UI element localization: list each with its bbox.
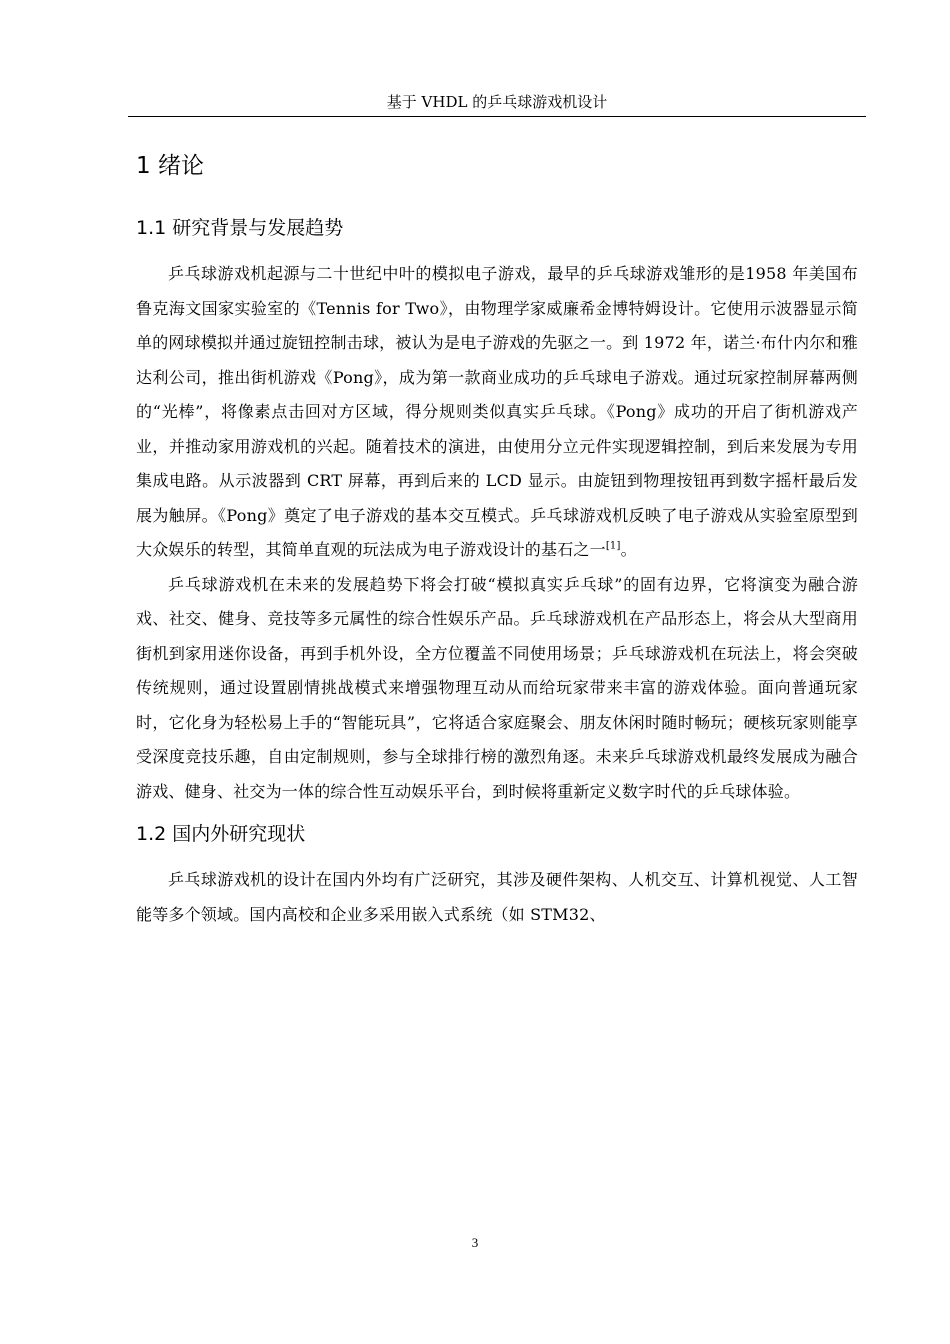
- document-body: [136, 128, 858, 932]
- section-title-1-2: 1.2 国内外研究现状: [136, 823, 306, 845]
- paragraph-research-status: 乒乓球游戏机的设计在国内外均有广泛研究，其涉及硬件架构、人机交互、计算机视觉、人工智能等多个领域。国内高校和企业多采用嵌入式系统（如 STM32、: [136, 870, 858, 924]
- section-title-1-1: 1.1 研究背景与发展趋势: [136, 217, 344, 239]
- paragraph-background: 乒乓球游戏机起源与二十世纪中叶的模拟电子游戏，最早的乒乓球游戏雏形的是1958 年美国布鲁克海文国家实验室的《Tennis for Two》，由物理学家威廉希金博特姆设计。它使用示波器显示简单的网球模拟并通过旋钮控制击球，被认为是电子游戏的先驱之一。到 1972 年，诺兰·布什内尔和雅达利公司，推出街机游戏《Pong》，成为第一款商业成功的乒乓球电子游戏。通过玩家控制屏幕两侧的“光棒”，将像素点击回对方区域，得分规则类似真实乒乓球。《Pong》成功的开启了街机游戏产业，并推动家用游戏机的兴起。随着技术的演进，由使用分立元件实现逻辑控制，到后来发展为专用集成电路。从示波器到 CRT 屏幕，再到后来的 LCD 显示。由旋钮到物理按钮再到数字摇杆最后发展为触屏。《Pong》奠定了电子游戏的基本交互模式。乒乓球游戏机反映了电子游戏从实验室原型到大众娱乐的转型，其简单直观的玩法成为电子游戏设计的基石之一[1]。: [136, 264, 858, 559]
- page-number: 3: [471, 1235, 479, 1250]
- citation-marker: [1]: [605, 540, 621, 552]
- page-header: 基于 VHDL 的乒乓球游戏机设计: [128, 88, 866, 117]
- chapter-title: 1 绪论: [136, 153, 204, 179]
- paragraph-trends: 乒乓球游戏机在未来的发展趋势下将会打破“模拟真实乒乓球”的固有边界，它将演变为融合游戏、社交、健身、竞技等多元属性的综合性娱乐产品。乒乓球游戏机在产品形态上，将会从大型商用街机到家用迷你设备，再到手机外设，全方位覆盖不同使用场景；乒乓球游戏机在玩法上，将会突破传统规则，通过设置剧情挑战模式来增强物理互动从而给玩家带来丰富的游戏体验。面向普通玩家时，它化身为轻松易上手的“智能玩具”，它将适合家庭聚会、朋友休闲时随时畅玩；硬核玩家则能享受深度竞技乐趣，自由定制规则，参与全球排行榜的激烈角逐。未来乒乓球游戏机最终发展成为融合游戏、健身、社交为一体的综合性互动娱乐平台，到时候将重新定义数字时代的乒乓球体验。: [136, 574, 858, 801]
